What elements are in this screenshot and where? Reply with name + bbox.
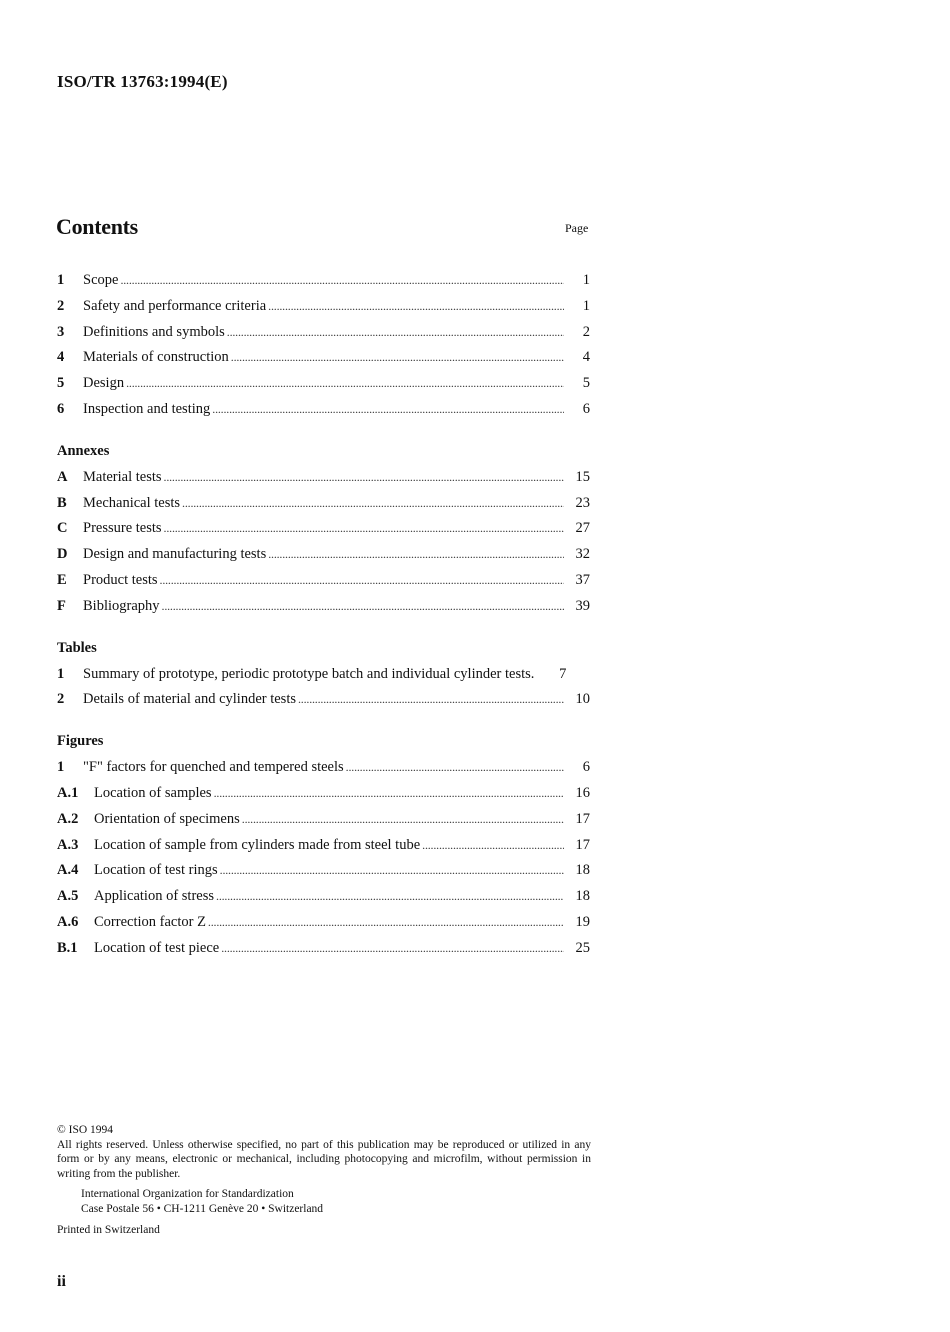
toc-entry-clause-2[interactable] xyxy=(57,298,590,324)
entry-page: 5 xyxy=(582,375,590,392)
entry-title: Scope xyxy=(83,272,119,288)
toc-entry-table-2[interactable] xyxy=(57,691,590,717)
dot-leader xyxy=(120,273,564,288)
entry-title: Design xyxy=(83,375,125,392)
figures-list xyxy=(57,759,590,965)
page-number: ii xyxy=(57,1273,66,1290)
entry-title: Location of test piece xyxy=(94,939,220,956)
entry-title: Location of samples xyxy=(94,784,212,801)
entry-title: Safety and performance criteria xyxy=(83,297,267,314)
dot-leader xyxy=(164,470,564,485)
dot-leader xyxy=(126,376,564,391)
entry-page: 18 xyxy=(575,862,590,879)
entry-title: Location of test rings xyxy=(94,862,218,879)
dot-leader xyxy=(220,863,564,878)
toc-entry-clause-4[interactable] xyxy=(57,349,590,375)
entry-title: Application of stress xyxy=(94,888,215,905)
organization-address: Case Postale 56 • CH-1211 Genève 20 • Switzerland xyxy=(81,1202,324,1215)
entry-title: Bibliography xyxy=(83,597,160,614)
entry-title: Summary of prototype, periodic prototype batch and individual cylinder tests. xyxy=(83,665,535,682)
table-of-contents xyxy=(57,272,590,966)
dot-leader xyxy=(221,941,564,956)
entry-page: 17 xyxy=(575,836,590,853)
dot-leader xyxy=(208,915,564,930)
toc-entry-figure-b1[interactable] xyxy=(57,940,590,966)
toc-entry-clause-1[interactable] xyxy=(57,272,590,298)
entry-title: Location of sample from cylinders made from steel tube xyxy=(94,836,421,853)
toc-entry-clause-6[interactable] xyxy=(57,401,590,427)
entry-number: C xyxy=(57,520,68,537)
entry-title: Materials of construction xyxy=(83,349,229,366)
entry-page: 7 xyxy=(559,665,567,682)
entry-page: 6 xyxy=(582,759,590,776)
toc-entry-clause-5[interactable] xyxy=(57,375,590,401)
dot-leader xyxy=(160,573,564,588)
entry-title: Design and manufacturing tests xyxy=(83,546,267,563)
copyright-line: © ISO 1994 xyxy=(57,1124,114,1136)
entry-title: Orientation of specimens xyxy=(94,810,240,827)
dot-leader xyxy=(162,599,564,614)
toc-entry-annex-a[interactable] xyxy=(57,469,590,495)
entry-number: 5 xyxy=(57,375,65,392)
dot-leader xyxy=(182,496,564,511)
entry-page: 18 xyxy=(575,888,590,905)
entry-number: A xyxy=(57,468,68,485)
toc-entry-annex-b[interactable] xyxy=(57,495,590,521)
entry-page: 1 xyxy=(582,297,590,314)
annexes-heading: Annexes xyxy=(57,442,110,459)
tables-list xyxy=(57,666,590,718)
entry-title: "F" factors for quenched and tempered steels xyxy=(83,759,344,776)
entry-page: 2 xyxy=(582,323,590,340)
entry-number: 2 xyxy=(57,297,65,314)
entry-number: A.1 xyxy=(57,784,79,801)
dot-leader xyxy=(231,350,564,365)
entry-page: 10 xyxy=(575,691,590,708)
entry-page: 19 xyxy=(575,913,590,930)
toc-entry-figure-a4[interactable] xyxy=(57,862,590,888)
entry-title: Correction factor Z xyxy=(94,913,206,930)
dot-leader xyxy=(212,402,564,417)
entry-page: 4 xyxy=(582,349,590,366)
entry-title: Material tests xyxy=(83,468,162,485)
entry-number: 1 xyxy=(57,665,65,682)
entry-title: Inspection and testing xyxy=(83,400,211,417)
entry-number: F xyxy=(57,597,66,614)
toc-entry-figure-a1[interactable] xyxy=(57,785,590,811)
entry-page: 25 xyxy=(575,939,590,956)
entry-number: 1 xyxy=(57,272,65,288)
dot-leader xyxy=(346,760,564,775)
toc-entry-figure-a5[interactable] xyxy=(57,888,590,914)
contents-title: Contents xyxy=(56,214,138,239)
entry-number: A.2 xyxy=(57,810,79,827)
entry-title: Details of material and cylinder tests xyxy=(83,691,296,708)
entry-number: 6 xyxy=(57,400,65,417)
entry-page: 39 xyxy=(575,597,590,614)
printed-in: Printed in Switzerland xyxy=(57,1224,160,1236)
entry-number: A.5 xyxy=(57,888,79,905)
copyright-footer xyxy=(57,1123,591,1238)
rights-notice: All rights reserved. Unless otherwise specified, no part of this publication may be reproduced or utilized in any form or by any means, electronic or mechanical, including photocopying and microfilm, without permission in writing from the publisher. xyxy=(57,1138,591,1180)
entry-number: A.3 xyxy=(57,836,79,853)
toc-entry-figure-a2[interactable] xyxy=(57,811,590,837)
entry-title: Mechanical tests xyxy=(83,494,181,511)
clauses-list xyxy=(57,272,590,427)
organization-name: International Organization for Standardization xyxy=(81,1188,294,1200)
toc-entry-annex-c[interactable] xyxy=(57,520,590,546)
entry-title: Product tests xyxy=(83,571,158,588)
entry-title: Definitions and symbols xyxy=(83,323,225,340)
entry-number: A.4 xyxy=(57,862,79,879)
entry-number: D xyxy=(57,546,68,563)
page-column-label: Page xyxy=(565,221,589,235)
entry-page: 27 xyxy=(575,520,590,537)
entry-number: A.6 xyxy=(57,913,79,930)
toc-entry-clause-3[interactable] xyxy=(57,324,590,350)
entry-title: Pressure tests xyxy=(83,520,162,537)
toc-entry-figure-a6[interactable] xyxy=(57,914,590,940)
entry-page: 6 xyxy=(582,400,590,417)
entry-number: 1 xyxy=(57,759,65,776)
dot-leader xyxy=(214,786,564,801)
entry-page: 37 xyxy=(575,571,590,588)
dot-leader xyxy=(242,812,564,827)
entry-page: 17 xyxy=(575,810,590,827)
entry-page: 32 xyxy=(575,546,590,563)
entry-number: 3 xyxy=(57,323,65,340)
entry-page: 16 xyxy=(575,784,590,801)
toc-entry-table-1[interactable] xyxy=(57,666,590,692)
entry-page: 23 xyxy=(575,494,590,511)
dot-leader xyxy=(216,889,564,904)
toc-entry-figure-1[interactable] xyxy=(57,759,590,785)
toc-entry-annex-d[interactable] xyxy=(57,546,590,572)
document-identifier: ISO/TR 13763:1994(E) xyxy=(57,72,228,91)
annexes-list xyxy=(57,469,590,624)
figures-heading: Figures xyxy=(57,733,104,750)
dot-leader xyxy=(268,299,564,314)
tables-heading: Tables xyxy=(57,639,97,656)
toc-entry-annex-e[interactable] xyxy=(57,572,590,598)
dot-leader xyxy=(422,838,564,853)
toc-entry-figure-a3[interactable] xyxy=(57,837,590,863)
dot-leader xyxy=(268,547,564,562)
entry-page: 1 xyxy=(582,272,590,288)
toc-entry-annex-f[interactable] xyxy=(57,598,590,624)
entry-number: B xyxy=(57,494,67,511)
entry-number: 2 xyxy=(57,691,65,708)
dot-leader xyxy=(227,325,564,340)
dot-leader xyxy=(164,521,564,536)
entry-number: B.1 xyxy=(57,939,78,956)
entry-number: 4 xyxy=(57,349,65,366)
dot-leader xyxy=(298,692,564,707)
entry-number: E xyxy=(57,571,67,588)
entry-page: 15 xyxy=(575,468,590,485)
